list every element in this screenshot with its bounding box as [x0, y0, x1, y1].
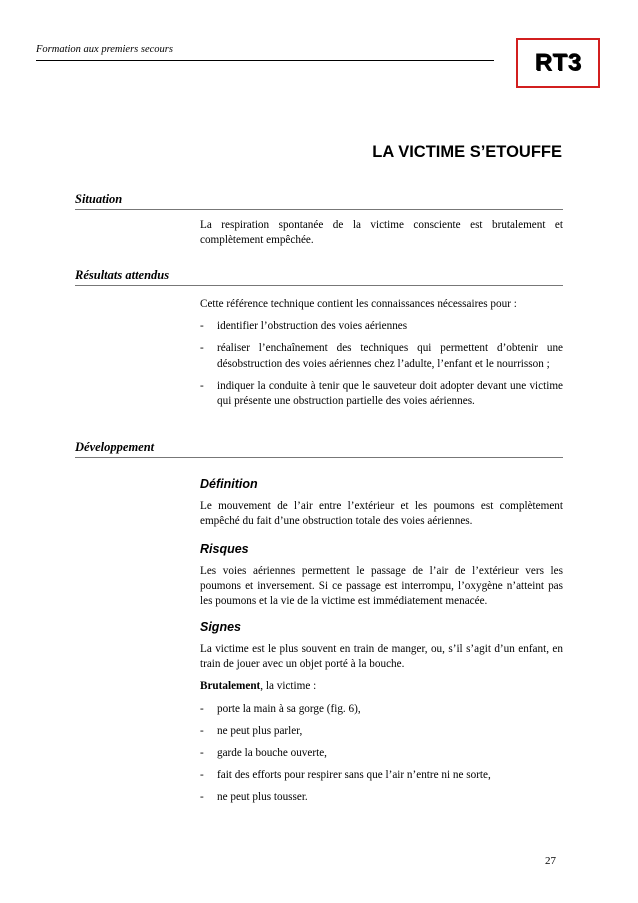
signes-lead: [200, 679, 563, 694]
definition-text: Le mouvement de l’air entre l’extérieur et les poumons est complètement empêché du fait d’une obstruction totale des voies aériennes.: [200, 500, 563, 528]
page-title: LA VICTIME S’ETOUFFE: [372, 143, 562, 161]
header-rule: [36, 60, 494, 61]
list-item: - fait des efforts pour respirer sans que l’air n’entre ni ne sorte,: [200, 768, 563, 783]
risques-text: Les voies aériennes permettent le passage de l’air de l’extérieur vers les poumons et inversement. Si ce passage est interrompu, l’oxygène n’atteint pas les poumons et la vie de la victime est immédiatement menacée.: [200, 565, 563, 608]
subheading-definition: Définition: [200, 477, 258, 491]
section-rule-resultats: [75, 285, 563, 286]
section-rule-situation: [75, 209, 563, 210]
list-item: - identifier l’obstruction des voies aériennes: [200, 319, 563, 334]
list-item: - ne peut plus parler,: [200, 724, 563, 739]
page-number: 27: [545, 855, 556, 867]
section-heading-situation: Situation: [75, 192, 123, 206]
signes-list: [200, 702, 563, 806]
signes-lead-rest: , la victime :: [260, 680, 317, 693]
signes-lead-bold: Brutalement: [200, 680, 261, 693]
list-item: - ne peut plus tousser.: [200, 790, 563, 805]
subheading-signes: Signes: [200, 620, 241, 634]
situation-text: La respiration spontanée de la victime consciente est brutalement et complètement empêchée.: [200, 219, 563, 247]
header-course-title: Formation aux premiers secours: [36, 44, 173, 55]
resultats-intro: Cette référence technique contient les connaissances nécessaires pour :: [200, 298, 517, 310]
situation-body: [200, 218, 563, 248]
section-heading-resultats: Résultats attendus: [75, 268, 170, 282]
risques-body: [200, 564, 563, 610]
signes-body: [200, 642, 563, 806]
list-item: - réaliser l’enchaînement des techniques qui permettent d’obtenir une désobstruction des voies aériennes chez l’adulte, l’enfant et le nourrisson ;: [200, 341, 563, 371]
list-item: - garde la bouche ouverte,: [200, 746, 563, 761]
resultats-list: [200, 319, 563, 409]
section-rule-developpement: [75, 457, 563, 458]
reference-badge: RT3: [516, 38, 600, 88]
resultats-body: [200, 297, 563, 409]
signes-text: La victime est le plus souvent en train de manger, ou, s’il s’agit d’un enfant, en train de jouer avec un objet porté à la bouche.: [200, 643, 563, 671]
section-heading-developpement: Développement: [75, 440, 155, 454]
list-item: - porte la main à sa gorge (fig. 6),: [200, 702, 563, 717]
subheading-risques: Risques: [200, 542, 249, 556]
list-item: - indiquer la conduite à tenir que le sauveteur doit adopter devant une victime qui présente une obstruction partielle des voies aériennes.: [200, 379, 563, 409]
definition-body: [200, 499, 563, 529]
